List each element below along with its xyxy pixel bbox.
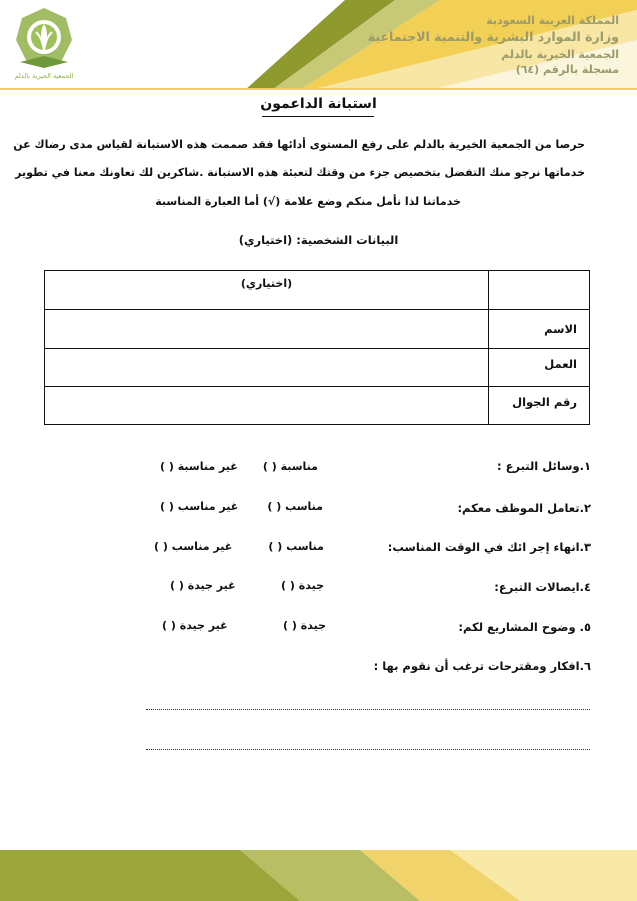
question-3-label: ٣.انهاء إجر ائك في الوقت المناسب: [387, 540, 591, 554]
page-title: استبانة الداعمون [260, 96, 377, 112]
intro-line-1: حرصا من الجمعية الخيرية بالدلم على رفع المستوى أدائها فقد صممت هذه الاستبانة لقياس مدى رضاك عن [13, 138, 585, 151]
question-3-option-2[interactable]: غير مناسب ( ) [154, 540, 233, 553]
question-6-label: ٦.افكار ومقترحات ترغب أن نقوم بها : [373, 659, 591, 673]
intro-line-2: خدماتها نرجو منك التفضل بتخصيص جزء من وقتك لتعبئة هذه الاستبانة .شاكرين لك تعاونك معنا في تطوير [15, 166, 585, 179]
table-row [45, 387, 590, 425]
table-row [45, 310, 590, 349]
charity-logo [14, 6, 74, 82]
header-association: الجمعية الخيرية بالدلم [501, 48, 619, 61]
option-bracket: ) [281, 579, 287, 592]
mobile-input-cell[interactable] [45, 387, 489, 425]
header-kingdom: المملكة العربية السعودية [486, 14, 619, 27]
intro-line-3: خدماتنا لذا نأمل منكم وضع علامة (√) أما العبارة المناسبة [155, 195, 461, 208]
suggestions-line-2[interactable] [146, 749, 590, 750]
header-label-cell [489, 271, 590, 310]
name-label: الاسم [489, 310, 590, 349]
question-5-option-1[interactable] [258, 619, 326, 632]
option-label: مناسبة ( [267, 460, 318, 473]
option-bracket: ) [262, 460, 268, 473]
table-header-row [45, 271, 590, 310]
question-4-option-1[interactable] [262, 579, 324, 592]
footer-banner [0, 846, 637, 901]
question-3-option-1[interactable] [254, 540, 324, 553]
question-4-option-2[interactable]: غير جيدة ( ) [170, 579, 236, 592]
question-1-option-1[interactable] [248, 460, 318, 473]
option-label: جيدة ( [286, 579, 324, 592]
table-row [45, 349, 590, 387]
question-2-label: ٢.تعامل الموظف معكم: [457, 501, 591, 515]
header-registration: مسجلة بالرقم (٦٤) [515, 63, 619, 76]
question-2-option-2[interactable]: غير مناسب ( ) [160, 500, 239, 513]
header-ministry: وزارة الموارد البشرية والتنمية الاجتماعية [367, 29, 619, 44]
optional-note-cell: (اختياري) [45, 271, 489, 310]
question-2-option-1[interactable] [253, 500, 323, 513]
job-input-cell[interactable] [45, 349, 489, 387]
option-label: مناسب ( [272, 500, 323, 513]
job-label: العمل [489, 349, 590, 387]
question-5-label: ٥. وضوح المشاريع لكم: [458, 620, 591, 634]
personal-data-heading: البيانات الشخصية: (اختياري) [238, 233, 399, 247]
suggestions-line-1[interactable] [146, 709, 590, 710]
personal-info-table [44, 270, 590, 425]
question-1-option-2[interactable]: غير مناسبة ( ) [160, 460, 238, 473]
question-5-option-2[interactable]: غير جيدة ( ) [162, 619, 228, 632]
name-input-cell[interactable] [45, 310, 489, 349]
question-1-label: ١.وسائل التبرع : [496, 459, 591, 473]
question-4-label: ٤.ايصالات التبرع: [494, 580, 591, 594]
option-bracket: ) [268, 540, 274, 553]
title-underline [262, 116, 374, 117]
option-label: مناسب ( [273, 540, 324, 553]
option-bracket: ) [267, 500, 273, 513]
logo-caption: الجمعية الخيرية بالدلم [14, 72, 74, 80]
option-label: جيدة ( [288, 619, 326, 632]
option-bracket: ) [283, 619, 289, 632]
mobile-label: رقم الجوال [489, 387, 590, 425]
